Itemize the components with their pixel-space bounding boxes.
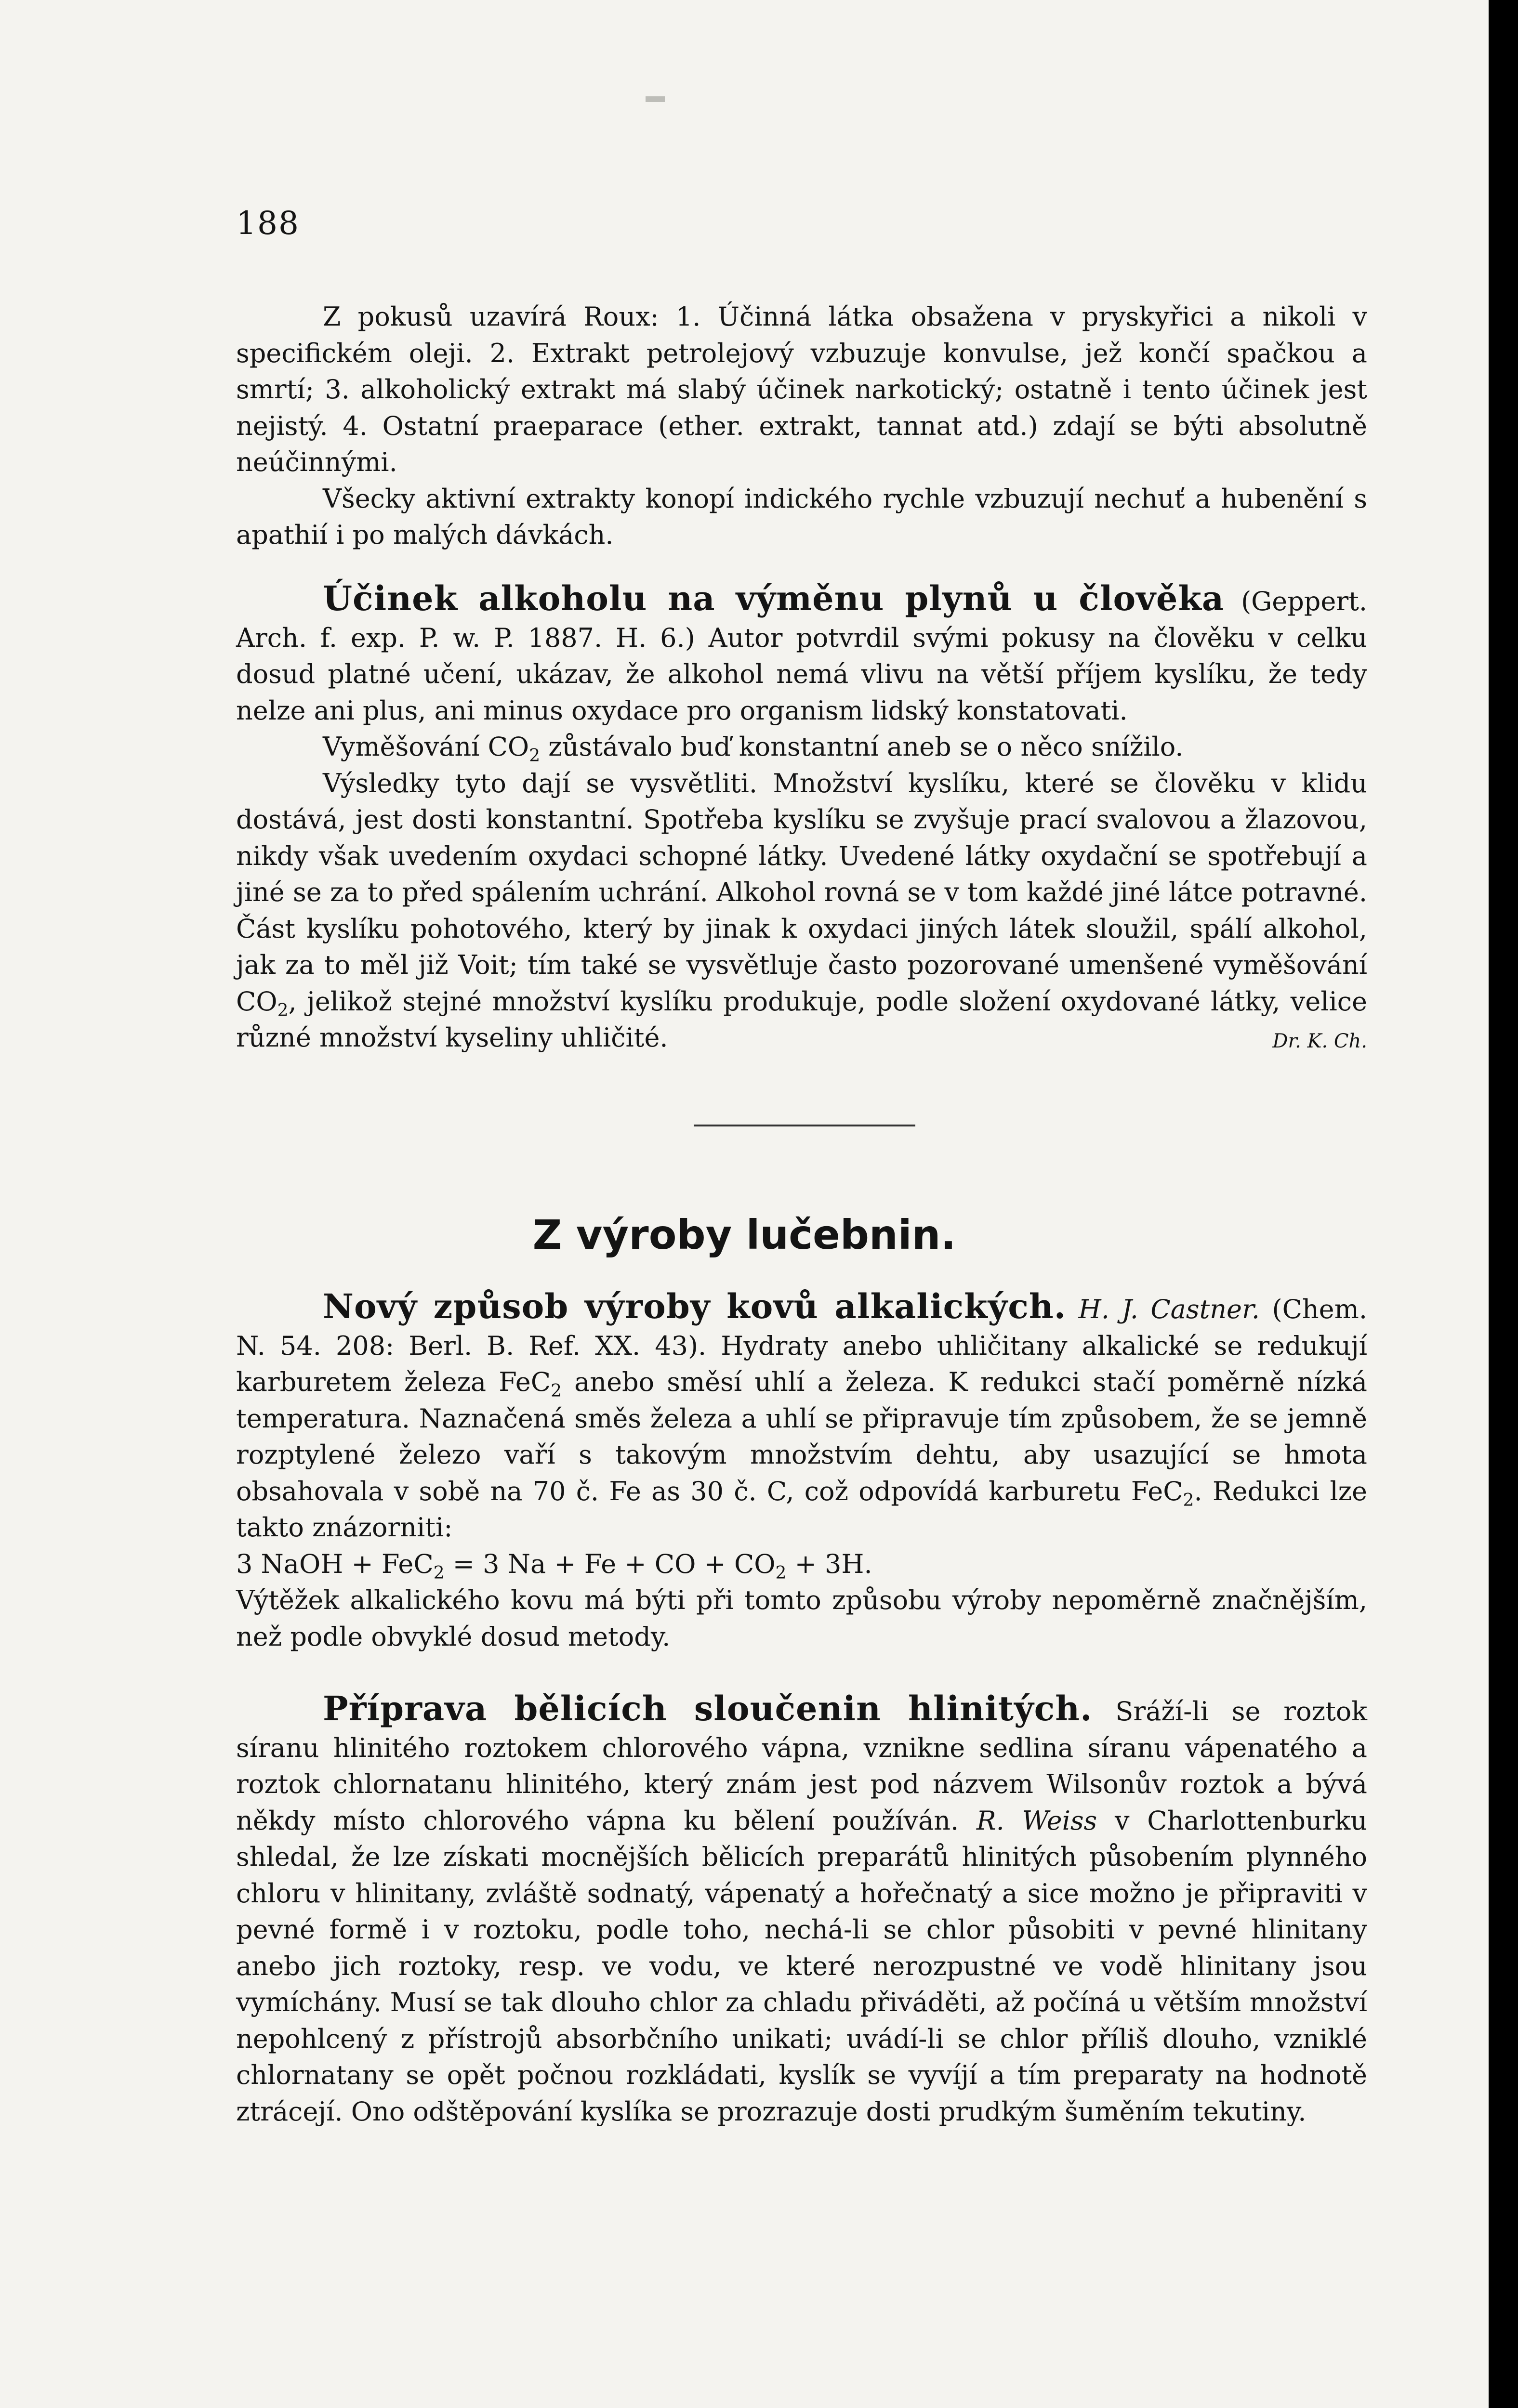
author: R. Weiss (976, 1805, 1097, 1836)
divider (694, 1125, 915, 1126)
paragraph: Všecky aktivní extrakty konopí indického rychle vzbuzují nechuť a hubenění s apathií i po malých dávkách. (236, 483, 1367, 550)
equation: 3 NaOH + FeC$_2$ = 3 Na + Fe + CO + $CO_2 + 3H$. (236, 1548, 872, 1583)
scan-mark (646, 96, 665, 102)
signature: Dr. K. Ch. (1272, 1030, 1367, 1052)
page-number: 188 (236, 205, 300, 242)
article-alkohol (236, 580, 1367, 1060)
paragraph: Z pokusů uzavírá Roux: 1. Účinná látka obsažena v pryskyřici a nikoli v specifickém oleji. 2. Extrakt petrolejový vzbuzuje konvulse, jež končí spačkou a smrtí; 3. alkoholický extrakt má slabý účinek narkotický; ostatně i tento účinek jest nejistý. 4. Ostatní praeparace (ether. extrakt, tannat atd.) zdají se býti absolutně neúčinnými. (236, 301, 1367, 477)
article-bleaching (236, 1690, 1367, 2130)
author: H. J. Castner. (1078, 1294, 1260, 1324)
block-roux-conclusions (236, 299, 1367, 553)
article-title: Příprava bělicích sloučenin hlinitých. (323, 1688, 1093, 1728)
article-title: Nový způsob výroby kovů alkalických. (323, 1286, 1067, 1326)
paragraph: Nový způsob výroby kovů alkalických. H. J. Castner. (Chem. N. 54. 208: Berl. B. Ref. XX. 43). Hydraty anebo uhličitany alkalické se redukují karburetem železa FeC$_2$ anebo směsí uhlí a železa. K redukci stačí poměrně nízká temperatura. Naznačená směs železa a uhlí se připravuje tím způsobem, že se jemně rozptylené železo vaří s takovým množstvím dehtu, aby usazující se hmota obsahovala v sobě na 70 č. Fe as 30 č. C, což odpovídá karburetu FeC$_2$. Redukci lze takto znázorniti: (236, 1286, 1367, 1543)
section-title: Z výroby lučebnin. (532, 1211, 956, 1258)
article-title: Účinek alkoholu na výměnu plynů u člověka (323, 578, 1225, 618)
paragraph: Účinek alkoholu na výměnu plynů u člověka (Geppert. Arch. f. exp. P. w. P. 1887. H. 6.) Autor potvrdil svými pokusy na člověku v celku dosud platné učení, ukázav, že alkohol nemá vlivu na větší příjem kyslíku, že tedy nelze ani plus, ani minus oxydace pro organism lidský konstatovati. (236, 578, 1367, 726)
paragraph: Příprava bělicích sloučenin hlinitých. Sráží-li se roztok síranu hlinitého roztokem chlorového vápna, vznikne sedlina síranu vápenatého a roztok chlornatanu hlinitého, který znám jest pod názvem Wilsonův roztok a bývá někdy místo chlorového vápna ku bělení používán. R. Weiss v Charlottenburku shledal, že lze získati mocnějších bělicích preparátů hlinitých působením plynného chloru v hlinitany, zvláště sodnatý, vápenatý a hořečnatý a sice možno je připraviti v pevné formě i v roztoku, podle toho, nechá-li se chlor působiti v pevné hlinitany anebo jich roztoky, resp. ve vodu, ve které nerozpustné ve vodě hlinitany jsou vymíchány. Musí se tak dlouho chlor za chladu přiváděti, až počíná u větším množství nepohlcený z přístrojů absorbčního unikati; uvádí-li se chlor příliš dlouho, vzniklé chlornatany se opět počnou rozkládati, kyslík se vyvíjí a tím preparaty na hodnotě ztrácejí. Ono odštěpování kyslíka se prozrazuje dosti prudkým šuměním tekutiny. (236, 1688, 1368, 2127)
paragraph: Výsledky tyto dají se vysvětliti. Množství kyslíku, které se člověku v klidu dostává, jest dosti konstantní. Spotřeba kyslíku se zvyšuje prací svalovou a žlazovou, nikdy však uvedením oxydaci schopné látky. Uvedené látky oxydační se spotřebují a jiné se za to před spálením uchrání. Alkohol rovná se v tom každé jiné látce potravné. Část kyslíku pohotového, který by jinak k oxydaci jiných látek sloužil, spálí alkohol, jak za to měl již Voit; tím také se vysvětluje často pozorované umenšené vyměšování $CO_2$, jelikož stejné množství kyslíku produkuje, podle složení oxydované látky, velice různé množství kyseliny uhličité. Dr. K. Ch. (236, 765, 1367, 1056)
paragraph: Výtěžek alkalického kovu má býti při tomto způsobu výroby nepoměrně značnějším, než podle obvyklé dosud metody. (236, 1585, 1367, 1652)
article-alkali-metals (236, 1288, 1367, 1655)
paragraph: Vyměšování $CO_2$ zůstávalo buď konstantní aneb se o něco snížilo. (323, 732, 1184, 766)
